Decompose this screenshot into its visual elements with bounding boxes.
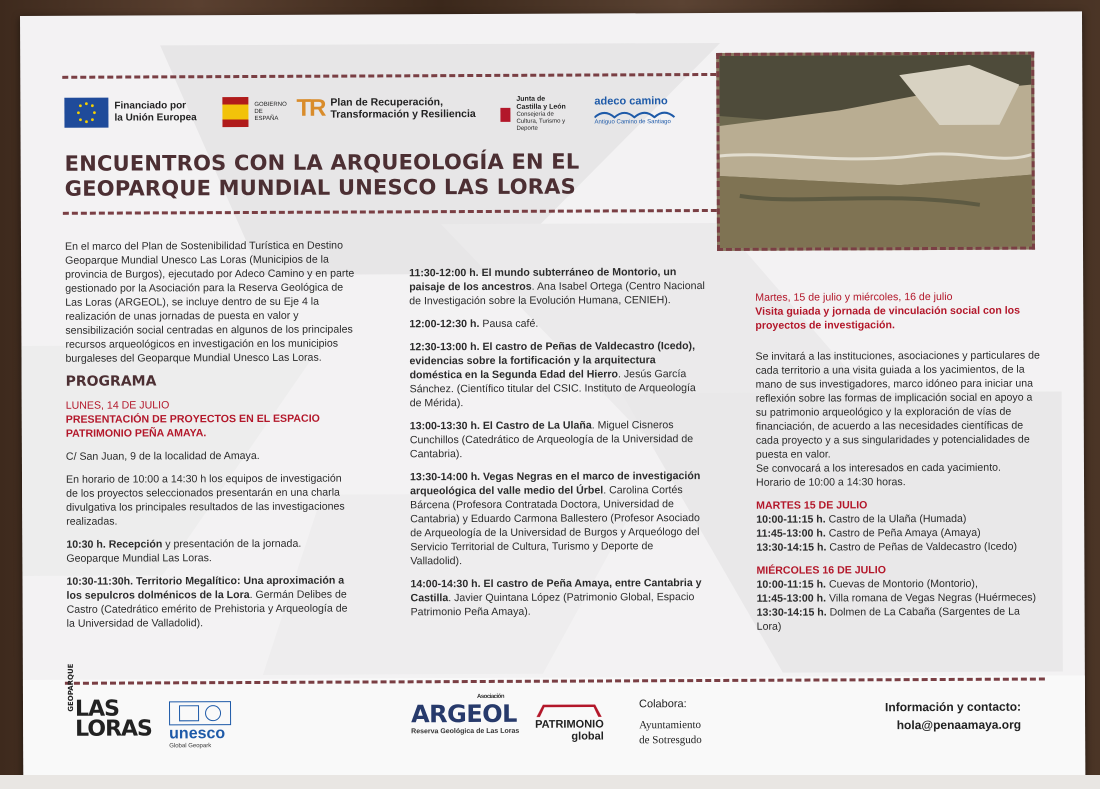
gobierno-logo xyxy=(222,97,287,127)
middle-column xyxy=(409,265,707,628)
visit-time: 11:45-13:00 h. xyxy=(756,592,827,605)
visit-site: Castro de la Ulaña (Humada) xyxy=(825,512,967,526)
global-geopark-text: Global Geopark xyxy=(169,743,212,750)
session-pena-amaya xyxy=(410,576,706,619)
plan-line2: Transformación y Resiliencia xyxy=(330,108,476,121)
eu-logo xyxy=(64,97,196,128)
adeco-sub: Antiguo Camino de Santiago xyxy=(594,119,671,126)
argeol-subtitle: Reserva Geológica de Las Loras xyxy=(411,727,520,736)
visit-time: 13:30-14:15 h. xyxy=(756,541,827,554)
program-item-megalitico xyxy=(66,574,356,631)
las-loras-logo xyxy=(66,663,152,742)
item-text: y presentación de la jornada. Geoparque Mundial Las Loras. xyxy=(66,537,302,565)
las-text: LAS xyxy=(74,696,119,722)
aerial-landscape-photo xyxy=(716,52,1035,251)
global-text: global xyxy=(571,730,604,743)
session-title: 12:00-12:30 h. xyxy=(409,317,480,331)
contact-email[interactable]: hola@penaamaya.org xyxy=(896,717,1022,733)
session-valdecastro xyxy=(409,339,705,410)
funding-logos-row xyxy=(64,95,704,142)
left-column xyxy=(65,239,357,640)
patrimonio-global-logo xyxy=(535,703,604,742)
tr-logo-icon: TR xyxy=(296,94,325,122)
right-column xyxy=(755,290,1047,643)
miercoles-list xyxy=(756,577,1046,634)
adeco-logo xyxy=(594,95,684,126)
visit-site: Castro de Peña Amaya (Amaya) xyxy=(825,526,981,540)
argeol-logo xyxy=(410,693,520,736)
page-title xyxy=(65,150,580,202)
session-ulana xyxy=(410,418,706,461)
contact-block xyxy=(885,698,1021,735)
junta-logo xyxy=(500,96,576,133)
visit-site: Cuevas de Montorio (Montorio), xyxy=(825,577,978,591)
session-title: 12:30-13:00 h. El castro de Peñas de Valdecastro (Icedo), evidencias sobre la fortificación y la arquitectura doméstica en la Segunda Edad del Hierro xyxy=(409,340,696,382)
visit-time: 10:00-11:15 h. xyxy=(756,513,826,526)
visit-site: Villa romana de Vegas Negras (Huérmeces) xyxy=(826,591,1037,605)
bridge-icon xyxy=(594,108,684,118)
junta-line1: Junta de xyxy=(516,95,546,103)
programa-heading: PROGRAMA xyxy=(65,373,157,390)
ayuntamiento-line1: Ayuntamiento xyxy=(639,719,702,732)
visit-time: 13:30-14:15 h. xyxy=(756,606,827,619)
roof-icon xyxy=(537,704,602,717)
poster xyxy=(20,11,1085,784)
martes-item xyxy=(756,513,966,526)
session-title: 13:00-13:30 h. El Castro de La Ulaña xyxy=(409,419,592,433)
martes-item xyxy=(756,541,1017,554)
session-speaker: . Ana Isabel Ortega (Centro Nacional de Investigación sobre la Evolución Humana, CENIEH). xyxy=(409,280,705,308)
session-title: 11:30-12:00 h. El mundo subterráneo de Montorio, un paisaje de los ancestros xyxy=(409,266,677,294)
visit-dates: Martes, 15 de julio y miércoles, 16 de julio xyxy=(755,290,953,304)
footer-dashed-rule xyxy=(65,678,1045,685)
junta-line2: Castilla y León xyxy=(516,103,566,111)
eu-flag-icon xyxy=(64,98,108,128)
martes-item xyxy=(756,527,980,540)
spain-shield-icon xyxy=(222,97,248,127)
colabora-block xyxy=(639,697,702,748)
monday-horario: En horario de 10:00 a 14:30 h los equipos de investigación de los proyectos seleccionados presentarán en una charla divulgativa los principales resultados de las investigaciones realizadas. xyxy=(65,472,345,528)
adeco-name: adeco camino xyxy=(594,95,668,108)
title-line1: ENCUENTROS CON LA ARQUEOLOGÍA EN EL xyxy=(64,149,580,176)
program-item-reception xyxy=(66,537,356,566)
plan-line1: Plan de Recuperación, xyxy=(330,96,444,109)
title-line2: GEOPARQUE MUNDIAL UNESCO LAS LORAS xyxy=(64,174,576,201)
miercoles-item xyxy=(757,606,1020,633)
visit-convocara: Se convocará a los interesados en cada yacimiento. xyxy=(755,461,1001,475)
patrimonio-text: PATRIMONIO xyxy=(535,718,604,731)
martes-heading: MARTES 15 DE JULIO xyxy=(756,499,868,512)
session-title: 14:00-14:30 h. El castro de Peña Amaya, entre Cantabria y Castilla xyxy=(410,577,702,605)
session-speaker: . Jesús García Sánchez. (Científico titular del CSIC. Instituto de Arqueología de Mérida). xyxy=(409,368,696,410)
junta-shield-icon xyxy=(500,107,510,121)
monday-date: LUNES, 14 DE JULIO xyxy=(65,399,170,412)
monday-address: C/ San Juan, 9 de la localidad de Amaya. xyxy=(65,449,260,463)
unesco-emblem-icon xyxy=(169,701,231,725)
junta-line3: Consejería de Cultura, Turismo y Deporte xyxy=(516,111,566,132)
colabora-label: Colabora: xyxy=(638,698,687,711)
item-text: . Germán Delibes de Castro (Catedrático emérito de Prehistoria y Arqueología de la Universidad de Valladolid). xyxy=(66,588,348,630)
visit-site: Castro de Peñas de Valdecastro (Icedo) xyxy=(826,540,1018,554)
visit-invite: Se invitará a las instituciones, asociaciones y particulares de cada territorio a una visita guiada a los yacimientos, de la mano de sus investigadores, marco idóneo para iniciar una reflexión sobre las formas de implicación social en apoyo a su patrimonio arqueológico y la exploración de vías de financiación, de acuerdo a las necesidades científicas de cada proyecto y a sus singularidades y potencialidades de puesta en valor. xyxy=(755,349,1040,461)
visit-time: 11:45-13:00 h. xyxy=(756,527,826,540)
contact-label: Información y contacto: xyxy=(884,699,1022,715)
argeol-text: ARGEOL xyxy=(410,699,517,729)
session-speaker: . Miguel Cisneros Cunchillos (Catedrático de Arqueología de la Universidad de Cantabria). xyxy=(409,419,694,461)
footer xyxy=(23,663,1085,784)
eu-line1: Financiado por xyxy=(114,100,187,112)
miercoles-item xyxy=(757,592,1037,605)
visit-title: Visita guiada y jornada de vinculación social con los proyectos de investigación. xyxy=(755,304,1021,332)
visit-horario: Horario de 10:00 a 14:30 horas. xyxy=(756,476,906,489)
session-speaker: . Carolina Cortés Bárcena (Profesora Contratada Doctora, Universidad de Cantabria) y Eduardo Carmona Ballestero (Profesor Asociado de Arqueología de la Universidad de Burgos y Arqueólogo del Servicio Territorial de Cultura, Turismo y Deporte de Valladolid). xyxy=(410,484,700,568)
visit-site: Dolmen de La Cabaña (Sargentes de La Lora) xyxy=(756,605,1020,633)
loras-text: LORAS xyxy=(75,716,152,742)
intro-paragraph: En el marco del Plan de Sostenibilidad Turística en Destino Geoparque Mundial Unesco Las Loras (Municipios de la provincia de Burgos), ejecutado por Adeco Camino y en parte gestionado por la Asociación para la Reserva Geológica de Las Loras (ARGEOL), se incluye dentro de su Eje 4 la realización de unas jornadas de puesta en valor y sensibilización social centradas en algunos de los principales recursos arqueológicos en investigación en los municipios burgaleses del Geoparque Mundial Unesco Las Loras. xyxy=(64,239,355,365)
unesco-logo xyxy=(169,701,231,749)
visit-time: 10:00-11:15 h. xyxy=(756,578,827,591)
session-speaker: . Javier Quintana López (Patrimonio Global, Espacio Patrimonio Peña Amaya). xyxy=(410,591,695,619)
item-time: 10:30-11:30h. Territorio Megalítico: Una aproximación a los sepulcros dolménicos de la Lora xyxy=(66,574,345,602)
asociacion-text: Asociación xyxy=(476,693,505,701)
monday-title: PRESENTACIÓN DE PROYECTOS EN EL ESPACIO PATRIMONIO PEÑA AMAYA. xyxy=(65,412,320,440)
gobierno-text: GOBIERNO DE ESPAÑA xyxy=(254,101,287,122)
ayuntamiento-line2: de Sotresgudo xyxy=(639,734,702,747)
plan-recuperacion-logo xyxy=(296,96,475,121)
unesco-text: unesco xyxy=(169,725,226,743)
miercoles-heading: MIÉRCOLES 16 DE JULIO xyxy=(756,564,886,577)
session-speaker: Pausa café. xyxy=(479,317,539,330)
session-montorio xyxy=(409,265,705,308)
page-below-strip xyxy=(0,775,1100,789)
item-time: 10:30 h. Recepción xyxy=(66,538,163,551)
eu-line2: la Unión Europea xyxy=(114,112,197,124)
geoparque-text: GEOPARQUE xyxy=(66,663,76,712)
session-pausa xyxy=(409,316,705,331)
martes-list xyxy=(756,512,1046,555)
miercoles-item xyxy=(756,578,977,591)
session-vegas-negras xyxy=(410,469,706,568)
session-title: 13:30-14:00 h. Vegas Negras en el marco de investigación arqueológica del valle medio del Úrbel xyxy=(409,470,701,498)
